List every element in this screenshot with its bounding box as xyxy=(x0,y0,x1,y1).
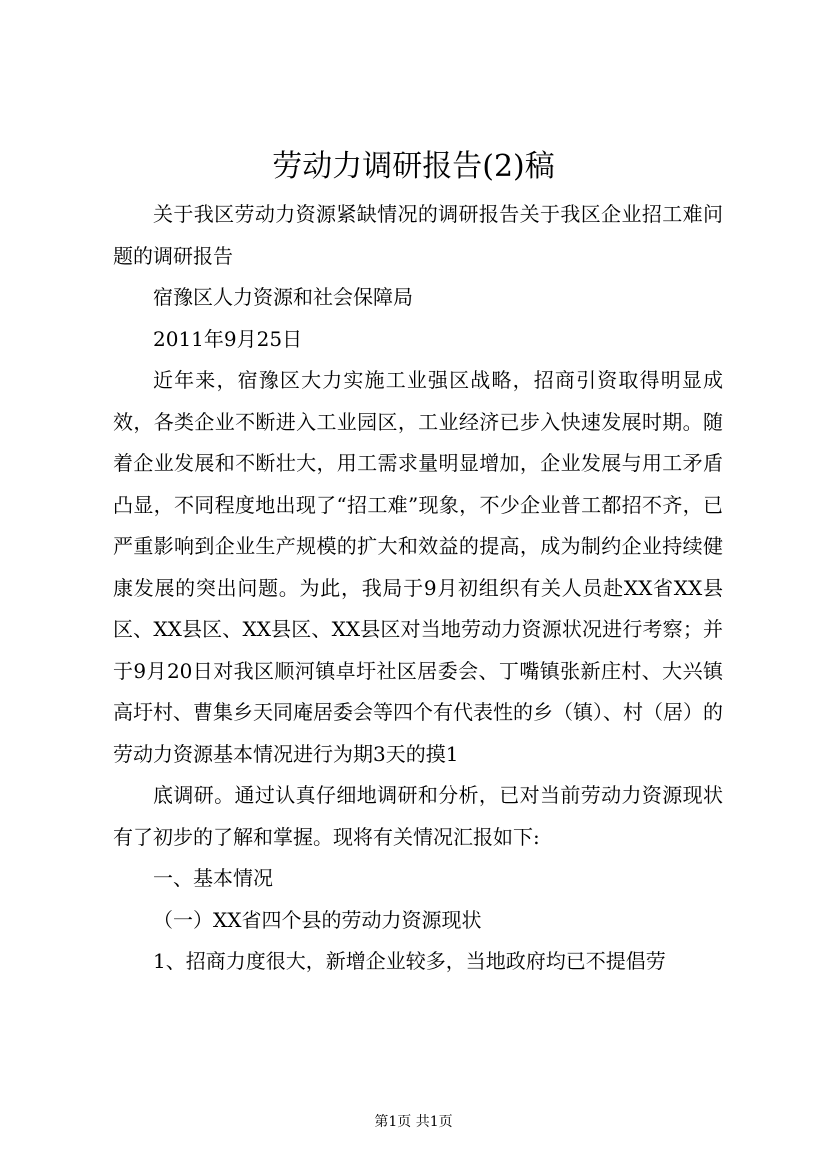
document-title: 劳动力调研报告(2)稿 xyxy=(272,149,555,184)
paragraph-intro: 近年来，宿豫区大力实施工业强区战略，招商引资取得明显成效，各类企业不断进入工业园区，工业经济已步入快速发展时期。随着企业发展和不断壮大，用工需求量明显增加，企业发展与用工矛盾凸显，不同程度地出现了“招工难”现象，不少企业普工都招不齐，已严重影响到企业生产规模的扩大和效益的提高，成为制约企业持续健康发展的突出问题。为此，我局于9月初组织有关人员赴XX省XX县区、XX县区、XX县区、XX县区对当地劳动力资源状况进行考察；并于9月20日对我区顺河镇卓圩社区居委会、丁嘴镇张新庄村、大兴镇高圩村、曹集乡天同庵居委会等四个有代表性的乡（镇）、村（居）的劳动力资源基本情况进行为期3天的摸1 xyxy=(113,368,723,766)
paragraph-issuer: 宿豫区人力资源和社会保障局 xyxy=(153,285,413,309)
subsection-heading: （一）XX省四个县的劳动力资源现状 xyxy=(153,907,482,932)
paragraph-research: 底调研。通过认真仔细地调研和分析，已对当前劳动力资源现状有了初步的了解和掌握。现将有关情况汇报如下: xyxy=(113,783,723,849)
paragraph-item-1: 1、招商力度很大，新增企业较多，当地政府均已不提倡劳 xyxy=(153,949,666,973)
paragraph-date: 2011年9月25日 xyxy=(153,326,303,351)
document-body xyxy=(113,194,723,983)
paragraph-report-titles: 关于我区劳动力资源紧缺情况的调研报告关于我区企业招工难问题的调研报告 xyxy=(113,202,723,268)
page-footer: 第1页 共1页 xyxy=(374,1114,453,1130)
section-heading-basic: 一、基本情况 xyxy=(153,866,273,890)
